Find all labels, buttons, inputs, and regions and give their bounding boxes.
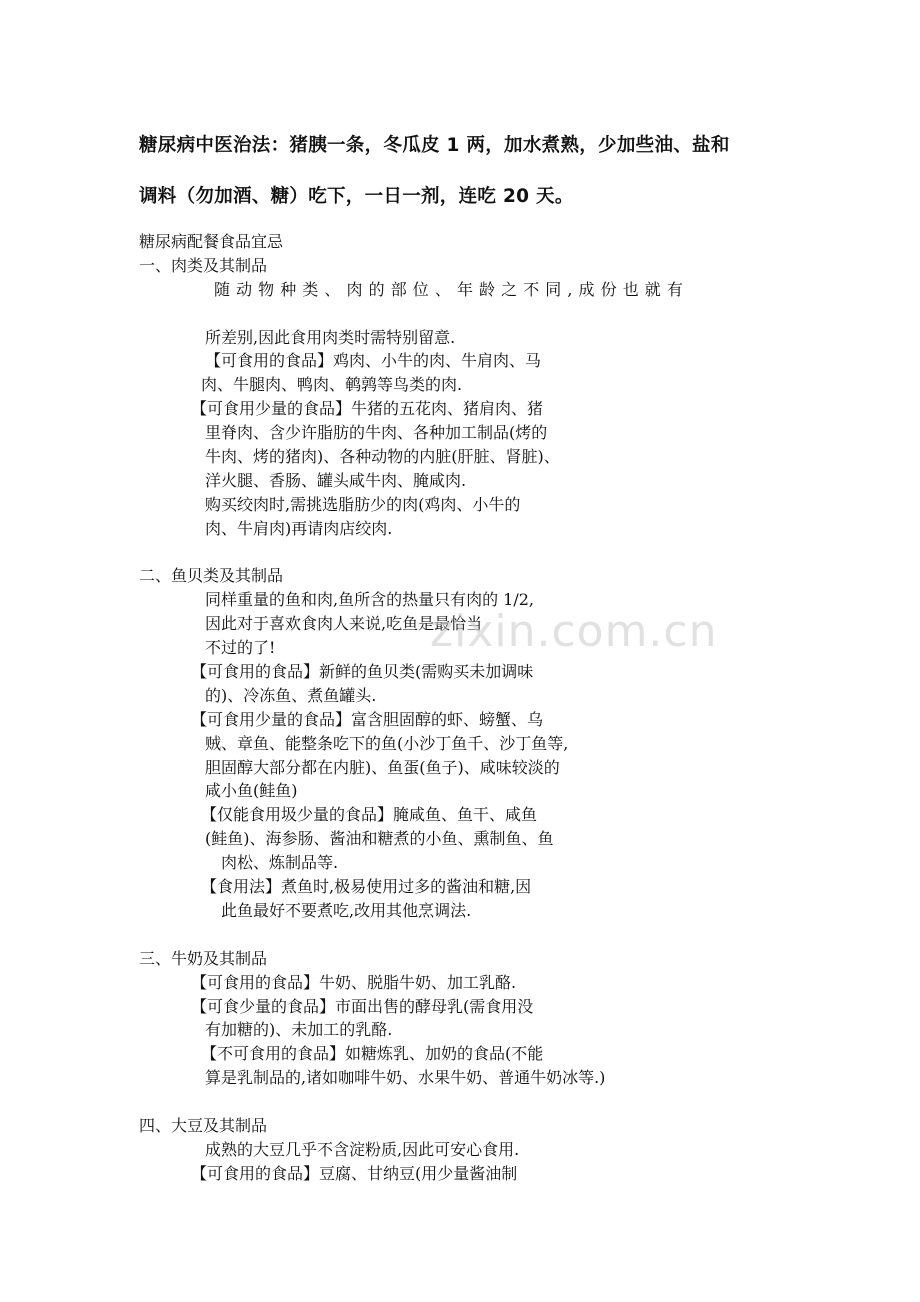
section-line: 肉、牛肩肉)再请肉店绞肉. — [205, 518, 393, 538]
section-line: 所差别,因此食用肉类时需特别留意. — [205, 327, 456, 347]
section-line: 咸小鱼(鲑鱼) — [205, 781, 298, 801]
document-body — [139, 230, 799, 1186]
section-heading-meat: 一、肉类及其制品 — [139, 255, 268, 275]
section-line: 购买绞肉时,需挑选脂肪少的肉(鸡肉、小牛的 — [205, 494, 521, 514]
document-title: 糖尿病配餐食品宜忌 — [139, 232, 284, 251]
section-line: 【可食用的食品】豆腐、甘纳豆(用少量酱油制 — [191, 1163, 518, 1183]
section-line: 算是乳制品的,诸如咖啡牛奶、水果牛奶、普通牛奶冰等.) — [205, 1068, 606, 1088]
section-line: 成熟的大豆几乎不含淀粉质,因此可安心食用. — [205, 1139, 520, 1159]
section-heading-milk: 三、牛奶及其制品 — [139, 948, 268, 968]
section-line: 里脊肉、含少许脂肪的牛肉、各种加工制品(烤的 — [205, 423, 548, 443]
section-line: 贼、章鱼、能整条吃下的鱼(小沙丁鱼千、沙丁鱼等, — [205, 733, 569, 753]
section-line: 胆固醇大部分都在内脏)、鱼蛋(鱼子)、咸味较淡的 — [205, 757, 560, 777]
section-line: 肉、牛腿肉、鸭肉、鹌鹑等鸟类的肉. — [201, 375, 463, 395]
section-line: 【可食用的食品】新鲜的鱼贝类(需购买未加调味 — [191, 662, 534, 682]
watermark: zixin.com.cn — [430, 606, 718, 657]
section-heading-fish: 二、鱼贝类及其制品 — [139, 566, 284, 586]
section-line: 有加糖的)、未加工的乳酪. — [205, 1020, 393, 1040]
section-line: 【仅能食用圾少量的食品】腌咸鱼、鱼干、咸鱼 — [201, 805, 538, 825]
section-line: 【食用法】煮鱼时,极易使用过多的酱油和糖,因 — [201, 877, 532, 897]
intro-line-1: 糖尿病中医治法：猪胰一条，冬瓜皮 1 两，加水煮熟，少加些油、盐和 — [139, 135, 730, 156]
section-heading-soy: 四、大豆及其制品 — [139, 1115, 268, 1135]
section-line: 【可食少量的食品】市面出售的酵母乳(需食用没 — [191, 996, 534, 1016]
section-line: (鲑鱼)、海参肠、酱油和糖煮的小鱼、熏制鱼、鱼 — [205, 829, 554, 849]
section-line: 随 动 物 种 类 、 肉 的 部 位 、 年 龄 之 不 同 , 成 份 也 就 有 — [214, 279, 684, 299]
section-line: 此鱼最好不要煮吃,改用其他烹调法. — [221, 900, 472, 920]
section-line: 同样重量的鱼和肉,鱼所含的热量只有肉的 1/2, — [205, 590, 535, 610]
section-line: 【可食用少量的食品】牛猪的五花肉、猪肩肉、猪 — [191, 399, 544, 419]
section-line: 【可食用少量的食品】富含胆固醇的虾、螃蟹、乌 — [191, 709, 544, 729]
section-line: 牛肉、烤的猪肉)、各种动物的内脏(肝脏、肾脏)、 — [205, 447, 560, 467]
section-line: 的)、冷冻鱼、煮鱼罐头. — [205, 685, 377, 705]
section-line: 因此对于喜欢食肉人来说,吃鱼是最恰当 — [205, 614, 483, 634]
section-line: 洋火腿、香肠、罐头咸牛肉、腌咸肉. — [205, 470, 467, 490]
intro-line-2: 调料（勿加酒、糖）吃下，一日一剂，连吃 20 天。 — [139, 186, 574, 207]
section-line: 【可食用的食品】鸡肉、小牛的肉、牛肩肉、马 — [205, 351, 542, 371]
intro-paragraph — [139, 120, 789, 222]
section-line: 不过的了! — [205, 638, 276, 658]
section-line: 肉松、炼制品等. — [221, 853, 339, 873]
section-line: 【不可食用的食品】如糖炼乳、加奶的食品(不能 — [201, 1044, 544, 1064]
section-line: 【可食用的食品】牛奶、脱脂牛奶、加工乳酪. — [191, 972, 517, 992]
